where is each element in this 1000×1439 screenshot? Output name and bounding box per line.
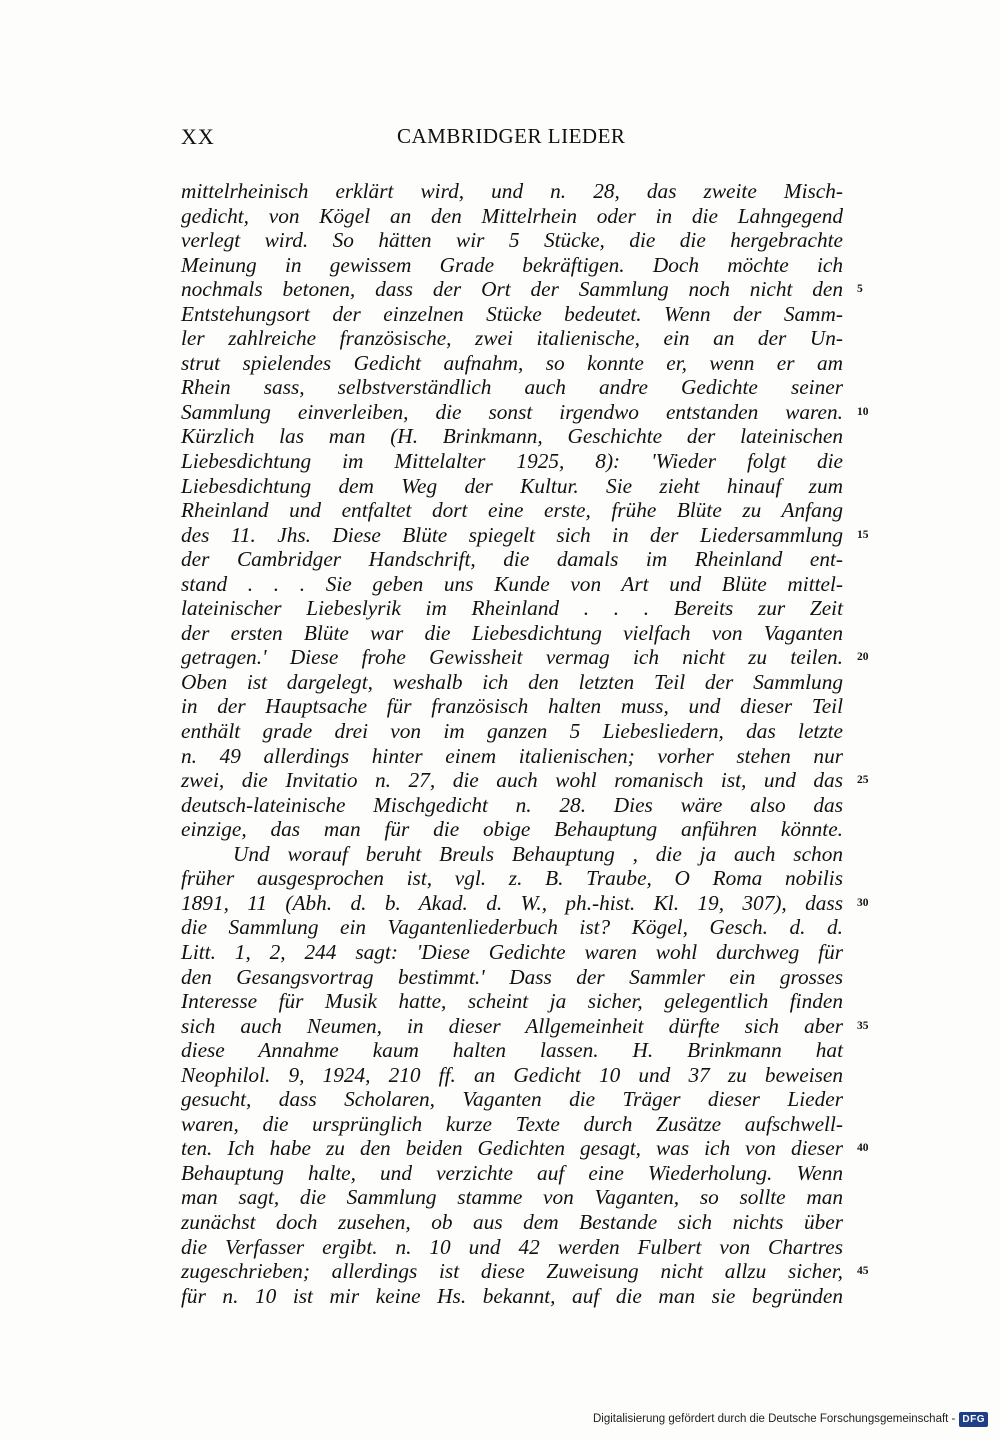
- text-line: [181, 940, 843, 965]
- text-line: [181, 1284, 843, 1309]
- text-line-content: der ersten Blüte war die Liebesdichtung vielfach von Vaganten: [181, 620, 843, 645]
- text-line-content: n. 49 allerdings hinter einem italienischen; vorher stehen nur: [181, 743, 843, 768]
- text-line-content: 1891, 11 (Abh. d. b. Akad. d. W., ph.-hist. Kl. 19, 307), dass: [181, 890, 843, 915]
- text-line-content: enthält grade drei von im ganzen 5 Liebesliedern, das letzte: [181, 719, 843, 744]
- text-line-content: früher ausgesprochen ist, vgl. z. B. Traube, O Roma nobilis: [181, 866, 843, 891]
- text-line: [181, 1063, 843, 1088]
- text-line: [181, 204, 843, 229]
- text-line: [181, 449, 843, 474]
- text-line: [181, 1185, 843, 1210]
- text-line: [181, 572, 843, 597]
- text-line: [181, 399, 869, 425]
- text-line: [181, 179, 843, 204]
- text-line: [181, 1112, 843, 1137]
- text-line-content: in der Hauptsache für französisch halten muss, und dieser Teil: [181, 694, 843, 719]
- text-line-content: Meinung in gewissem Grade bekräftigen. Doch möchte ich: [181, 252, 843, 277]
- text-line-content: nochmals betonen, dass der Ort der Sammlung noch nicht den: [181, 277, 843, 302]
- text-line: [181, 719, 843, 744]
- text-line-content: Behauptung halte, und verzichte auf eine Wiederholung. Wenn: [181, 1160, 843, 1185]
- line-number: 25: [857, 774, 869, 787]
- text-line: [181, 474, 843, 499]
- text-line-content: Kürzlich las man (H. Brinkmann, Geschichte der lateinischen: [181, 424, 843, 449]
- text-line-content: Liebesdichtung im Mittelalter 1925, 8): 'Wieder folgt die: [181, 449, 843, 474]
- page-number: XX: [181, 124, 215, 149]
- line-number: 5: [857, 283, 863, 296]
- text-line: [181, 1013, 869, 1039]
- text-line: [181, 744, 843, 769]
- text-line: [181, 1136, 869, 1161]
- text-line: [181, 670, 843, 695]
- digitization-footer: [593, 1409, 988, 1429]
- text-line: [181, 768, 869, 793]
- footer-credit-text: Digitalisierung gefördert durch die Deutsche Forschungsgemeinschaft -: [592, 1413, 956, 1425]
- text-line: [181, 351, 843, 376]
- text-line-content: der Cambridger Handschrift, die damals im Rheinland ent-: [181, 547, 843, 572]
- text-line-content: für n. 10 ist mir keine Hs. bekannt, auf die man sie begründen: [181, 1283, 843, 1308]
- body-text: [181, 179, 869, 1308]
- text-line-content: getragen.' Diese frohe Gewissheit vermag ich nicht zu teilen.: [181, 645, 843, 670]
- text-line-content: des 11. Jhs. Diese Blüte spiegelt sich in der Liedersammlung: [181, 522, 843, 547]
- page-header: [181, 124, 841, 154]
- text-line: [181, 302, 843, 327]
- text-line-content: stand . . . Sie geben uns Kunde von Art und Blüte mittel-: [181, 571, 843, 596]
- text-line: [181, 547, 843, 572]
- text-line-content: Interesse für Musik hatte, scheint ja sicher, gelegentlich finden: [181, 989, 843, 1014]
- line-number: 10: [857, 405, 869, 418]
- text-line: [181, 890, 869, 916]
- text-line-content: man sagt, die Sammlung stamme von Vaganten, so sollte man: [181, 1185, 843, 1210]
- text-line-content: einzige, das man für die obige Behauptung anführen könnte.: [181, 817, 843, 842]
- text-line: [181, 596, 843, 621]
- text-line: [181, 793, 843, 818]
- text-line-content: Rhein sass, selbstverständlich auch andre Gedichte seiner: [181, 375, 843, 400]
- text-line: [181, 228, 843, 253]
- text-line-content: die Sammlung ein Vagantenliederbuch ist? Kögel, Gesch. d. d.: [181, 915, 843, 940]
- text-line-content: die Verfasser ergibt. n. 10 und 42 werden Fulbert von Chartres: [181, 1234, 843, 1259]
- text-line: [181, 1161, 843, 1186]
- text-line-content: deutsch-lateinische Mischgedicht n. 28. Dies wäre also das: [181, 792, 843, 817]
- text-line: [181, 621, 843, 646]
- line-number: 30: [857, 896, 869, 909]
- text-line-content: Rheinland und entfaltet dort eine erste, frühe Blüte zu Anfang: [181, 498, 843, 523]
- line-number: 35: [857, 1019, 869, 1032]
- text-line: [181, 277, 863, 302]
- text-line: [181, 1038, 843, 1063]
- text-line-content: strut spielendes Gedicht aufnahm, so konnte er, wenn er am: [181, 350, 843, 375]
- text-line-content: zugeschrieben; allerdings ist diese Zuweisung nicht allzu sicher,: [181, 1259, 843, 1284]
- text-line-content: mittelrheinisch erklärt wird, und n. 28, das zweite Misch-: [181, 179, 843, 203]
- text-line: [181, 375, 843, 400]
- text-line: [181, 498, 843, 523]
- text-line-content: Liebesdichtung dem Weg der Kultur. Sie zieht hinauf zum: [181, 473, 843, 498]
- text-line: [181, 1210, 843, 1235]
- line-number: 40: [857, 1142, 869, 1155]
- text-line-content: Neophilol. 9, 1924, 210 ff. an Gedicht 10 und 37 zu beweisen: [181, 1062, 843, 1087]
- text-line-content: Entstehungsort der einzelnen Stücke bedeutet. Wenn der Samm-: [181, 301, 843, 326]
- text-line: [181, 817, 843, 842]
- text-line: [181, 866, 843, 891]
- text-line: [181, 1259, 869, 1284]
- text-line: [181, 326, 843, 351]
- line-number: 45: [857, 1265, 869, 1278]
- text-line-content: lateinischer Liebeslyrik im Rheinland . . . Bereits zur Zeit: [181, 596, 843, 621]
- text-line-content: diese Annahme kaum halten lassen. H. Brinkmann hat: [181, 1038, 843, 1063]
- dfg-logo: DFG: [959, 1412, 988, 1427]
- text-line: [181, 842, 843, 867]
- text-line-content: Und worauf beruht Breuls Behauptung , die ja auch schon: [233, 841, 843, 866]
- text-line: [181, 694, 843, 719]
- text-line-content: verlegt wird. So hätten wir 5 Stücke, die die hergebrachte: [181, 228, 843, 253]
- text-line-content: ten. Ich habe zu den beiden Gedichten gesagt, was ich von dieser: [181, 1136, 843, 1161]
- text-line: [181, 1235, 843, 1260]
- text-line: [181, 522, 869, 548]
- text-line: [181, 915, 843, 940]
- text-line-content: gesucht, dass Scholaren, Vaganten die Träger dieser Lieder: [181, 1087, 843, 1112]
- text-line: [181, 1087, 843, 1112]
- text-line-content: den Gesangsvortrag bestimmt.' Dass der Sammler ein grosses: [181, 964, 843, 989]
- text-line: [181, 965, 843, 990]
- text-line-content: zwei, die Invitatio n. 27, die auch wohl romanisch ist, und das: [181, 768, 843, 793]
- text-line-content: waren, die ursprünglich kurze Texte durch Zusätze aufschwell-: [181, 1111, 843, 1136]
- text-line: [181, 424, 843, 449]
- text-line-content: sich auch Neumen, in dieser Allgemeinheit dürfte sich aber: [181, 1013, 843, 1038]
- running-title: CAMBRIDGER LIEDER: [397, 124, 626, 148]
- text-line-content: ler zahlreiche französische, zwei italienische, ein an der Un-: [181, 326, 843, 351]
- line-number: 20: [857, 651, 869, 664]
- text-line: [181, 645, 869, 670]
- text-line: [181, 989, 843, 1014]
- text-line-content: Oben ist dargelegt, weshalb ich den letzten Teil der Sammlung: [181, 669, 843, 694]
- text-line-content: zunächst doch zusehen, ob aus dem Bestande sich nichts über: [181, 1209, 843, 1234]
- text-line-content: gedicht, von Kögel an den Mittelrhein oder in die Lahngegend: [181, 203, 843, 228]
- text-line-content: Sammlung einverleiben, die sonst irgendwo entstanden waren.: [181, 399, 843, 424]
- text-line: [181, 253, 843, 278]
- text-line-content: Litt. 1, 2, 244 sagt: 'Diese Gedichte waren wohl durchweg für: [181, 939, 843, 964]
- line-number: 15: [857, 528, 869, 541]
